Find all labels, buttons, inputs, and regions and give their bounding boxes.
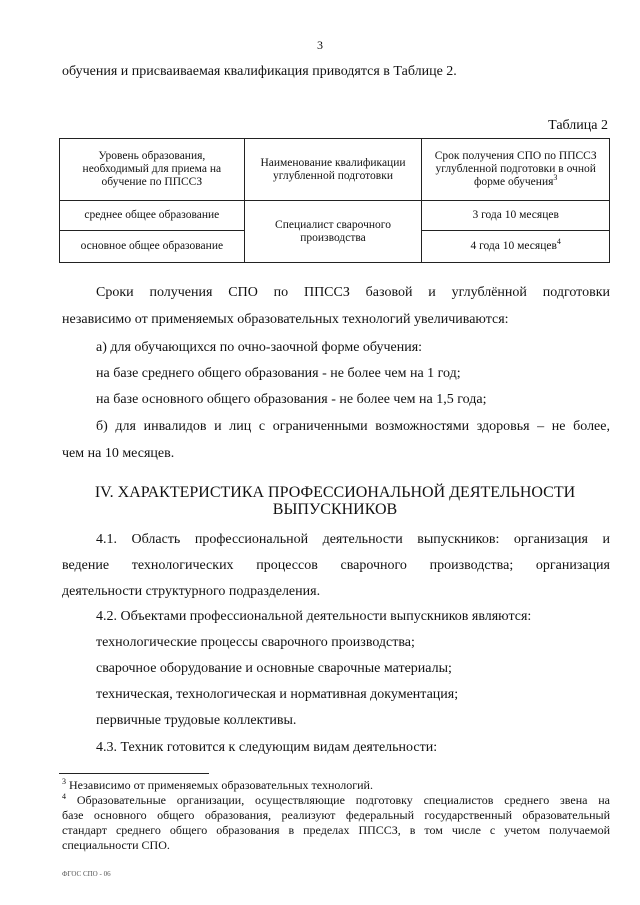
- footnote-4-mark: 4: [62, 792, 66, 801]
- list-item: первичные трудовые коллективы.: [96, 713, 297, 728]
- terms-paragraph-line2: независимо от применяемых образовательных технологий увеличиваются:: [62, 312, 509, 327]
- footnote-mark-3: 3: [553, 173, 558, 183]
- p42: 4.2. Объектами профессиональной деятельности выпускников являются:: [96, 609, 532, 624]
- item-b-line2: чем на 10 месяцев.: [62, 446, 175, 461]
- footnote-divider: [59, 773, 209, 774]
- header-study-term: Срок получения СПО по ППССЗ углубленной подготовки в очной форме обучения$^3$: [422, 139, 610, 201]
- footnote-4-line2: базе основного общего образования, реализуют федеральный государственный образовательный: [62, 808, 610, 822]
- footnote-4-line3: стандарт среднего общего образования в пределах ППССЗ, в том числе с учетом получаемой: [62, 823, 610, 837]
- p41-line2: ведение технологических процессов сварочного производства; организация: [62, 558, 610, 573]
- footnote-mark-4: 4: [556, 237, 561, 247]
- section-heading-line1: IV. ХАРАКТЕРИСТИКА ПРОФЕССИОНАЛЬНОЙ ДЕЯТЕЛЬНОСТИ: [94, 484, 576, 501]
- terms-paragraph-line1: Сроки получения СПО по ППССЗ базовой и углублённой подготовки: [96, 285, 610, 300]
- list-item: сварочное оборудование и основные сварочные материалы;: [96, 661, 452, 676]
- footnote-4-line1: [62, 793, 610, 807]
- footnote-3-text: Независимо от применяемых образовательных технологий.: [69, 778, 373, 792]
- row-study-term: 3 года 10 месяцев: [422, 201, 610, 231]
- row-education-level: основное общее образование: [60, 231, 245, 263]
- intro-line: обучения и присваиваемая квалификация приводятся в Таблице 2.: [62, 64, 457, 79]
- row-study-term: 4 года 10 месяцев$^4$: [422, 231, 610, 263]
- footnote-3: [62, 778, 373, 792]
- list-item: технологические процессы сварочного производства;: [96, 635, 415, 650]
- item-a2: на базе основного общего образования - не более чем на 1,5 года;: [96, 392, 487, 407]
- footnote-4-line4: специальности СПО.: [62, 838, 170, 852]
- header-education-level: Уровень образования, необходимый для приема на обучение по ППССЗ: [60, 139, 245, 201]
- list-item: техническая, технологическая и нормативная документация;: [96, 687, 459, 702]
- table-caption: Таблица 2: [548, 118, 608, 133]
- section-heading-line2: ВЫПУСКНИКОВ: [272, 501, 398, 518]
- document-code: ФГОС СПО - 06: [62, 870, 111, 878]
- qualification-table: [59, 138, 610, 263]
- item-a: а) для обучающихся по очно-заочной форме обучения:: [96, 340, 423, 355]
- footnote-4-text: Образовательные организации, осуществляющие подготовку специалистов среднего звена на: [76, 793, 611, 807]
- row-education-level: среднее общее образование: [60, 201, 245, 231]
- header-qualification-name: Наименование квалификации углубленной подготовки: [244, 139, 422, 201]
- table-header-row: [60, 139, 610, 201]
- item-b-line1: б) для инвалидов и лиц с ограниченными возможностями здоровья – не более,: [96, 419, 610, 434]
- table-row: [60, 201, 610, 231]
- item-a1: на базе среднего общего образования - не более чем на 1 год;: [96, 366, 461, 381]
- p41-line3: деятельности структурного подразделения.: [62, 584, 321, 599]
- footnote-3-mark: 3: [62, 777, 66, 786]
- p41-line1: 4.1. Область профессиональной деятельности выпускников: организация и: [96, 532, 610, 547]
- p43: 4.3. Техник готовится к следующим видам деятельности:: [96, 740, 438, 755]
- qualification-cell: Специалист сварочного производства: [244, 201, 422, 263]
- page-number: 3: [317, 38, 323, 52]
